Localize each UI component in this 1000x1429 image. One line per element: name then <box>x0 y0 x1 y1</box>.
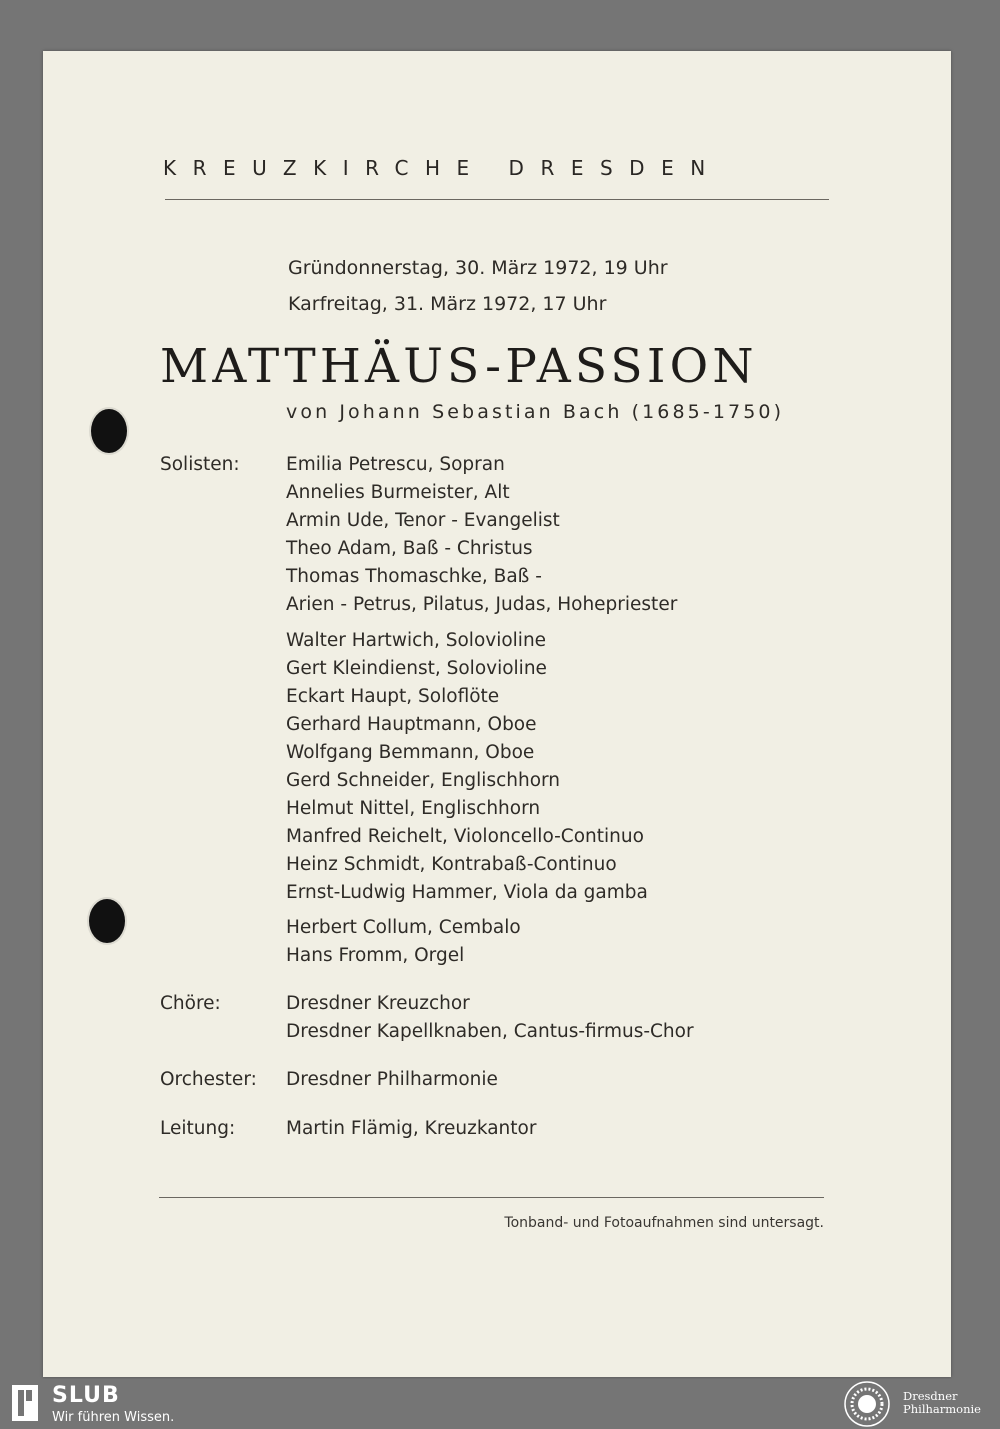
philharmonie-name <box>903 1390 981 1416</box>
archive-footer <box>0 1379 1000 1429</box>
soloist-line: Armin Ude, Tenor - Evangelist <box>286 510 560 531</box>
choir-line: Dresdner Kreuzchor <box>286 993 470 1014</box>
composer-line: von Johann Sebastian Bach (1685-1750) <box>286 401 785 423</box>
punch-hole-top <box>91 409 127 453</box>
slub-name: SLUB <box>52 1383 120 1408</box>
instrumentalist-line: Wolfgang Bemmann, Oboe <box>286 742 535 763</box>
instrumentalist-line: Ernst-Ludwig Hammer, Viola da gamba <box>286 882 648 903</box>
slub-logo-icon <box>12 1385 38 1421</box>
philharmonie-logo-icon <box>840 1379 894 1429</box>
soloist-line: Arien - Petrus, Pilatus, Judas, Hohepriester <box>286 594 678 615</box>
conductor-value: Martin Flämig, Kreuzkantor <box>286 1118 537 1139</box>
date-line-1: Gründonnerstag, 30. März 1972, 19 Uhr <box>288 257 668 279</box>
instrumentalist-line: Eckart Haupt, Soloflöte <box>286 686 500 707</box>
continuo-line: Hans Fromm, Orgel <box>286 945 465 966</box>
conductor-label: Leitung: <box>160 1118 236 1139</box>
philharmonie-line-2: Philharmonie <box>903 1402 981 1416</box>
instrumentalist-line: Gerhard Hauptmann, Oboe <box>286 714 537 735</box>
soloists-label: Solisten: <box>160 454 240 475</box>
header-rule <box>165 199 829 200</box>
continuo-line: Herbert Collum, Cembalo <box>286 917 521 938</box>
soloist-line: Annelies Burmeister, Alt <box>286 482 510 503</box>
soloist-line: Emilia Petrescu, Sopran <box>286 454 505 475</box>
instrumentalist-line: Manfred Reichelt, Violoncello-Continuo <box>286 826 644 847</box>
instrumentalist-line: Heinz Schmidt, Kontrabaß-Continuo <box>286 854 617 875</box>
orchestra-value: Dresdner Philharmonie <box>286 1069 498 1090</box>
soloist-line: Theo Adam, Baß - Christus <box>286 538 533 559</box>
program-sheet <box>43 51 951 1377</box>
philharmonie-line-1: Dresdner <box>903 1389 958 1403</box>
instrumentalist-line: Gert Kleindienst, Solovioline <box>286 658 547 679</box>
instrumentalist-line: Helmut Nittel, Englischhorn <box>286 798 541 819</box>
soloist-line: Thomas Thomaschke, Baß - <box>286 566 542 587</box>
instrumentalist-line: Gerd Schneider, Englischhorn <box>286 770 561 791</box>
choirs-label: Chöre: <box>160 993 221 1014</box>
recording-notice: Tonband- und Fotoaufnahmen sind untersagt. <box>504 1215 824 1231</box>
slub-tagline: Wir führen Wissen. <box>52 1410 175 1425</box>
footer-rule <box>159 1197 824 1198</box>
orchestra-label: Orchester: <box>160 1069 257 1090</box>
punch-hole-bottom <box>89 899 125 943</box>
venue-heading: KREUZKIRCHE DRESDEN <box>163 156 722 180</box>
choir-line: Dresdner Kapellknaben, Cantus-firmus-Chor <box>286 1021 694 1042</box>
date-line-2: Karfreitag, 31. März 1972, 17 Uhr <box>288 293 607 315</box>
instrumentalist-line: Walter Hartwich, Solovioline <box>286 630 547 651</box>
work-title: MATTHÄUS-PASSION <box>160 339 758 394</box>
